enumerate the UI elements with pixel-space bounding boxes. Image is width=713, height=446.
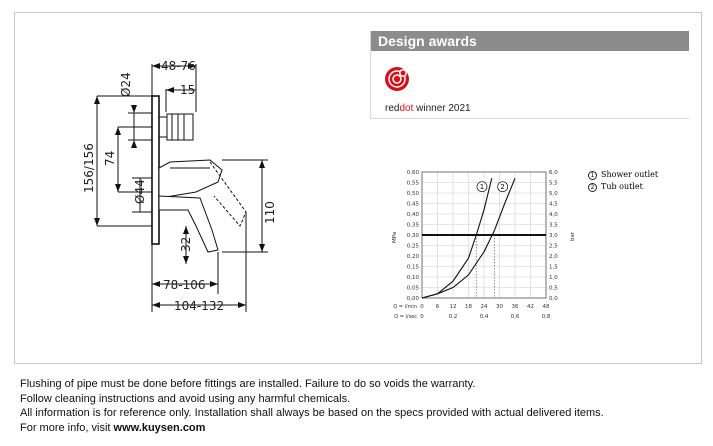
legend-number: 2 bbox=[588, 183, 597, 192]
y-right-tick: 1,5 bbox=[549, 264, 558, 271]
x-lmin-tick: 36 bbox=[511, 304, 519, 310]
y-left-tick: 0,10 bbox=[406, 275, 419, 281]
y-left-tick: 0,00 bbox=[406, 296, 419, 302]
design-awards-header: Design awards bbox=[371, 31, 689, 51]
y-right-tick: 2,0 bbox=[549, 254, 558, 260]
y-right-tick: 5,5 bbox=[549, 180, 558, 187]
series-label-1: 1 bbox=[479, 183, 485, 192]
y-right-tick: 0,0 bbox=[549, 296, 558, 302]
x-lsec-tick: 0,6 bbox=[510, 314, 520, 320]
x-lmin-tick: 30 bbox=[496, 304, 503, 310]
flow-rate-chart bbox=[386, 164, 586, 326]
website-link[interactable]: www.kuysen.com bbox=[113, 421, 206, 434]
y-right-tick: 4,5 bbox=[549, 201, 558, 208]
y-right-tick: 2,5 bbox=[549, 243, 558, 250]
x-lsec-tick: 0 bbox=[420, 314, 424, 320]
chart-legend bbox=[588, 169, 658, 193]
diverter-knob bbox=[167, 114, 193, 140]
pipe-stub bbox=[159, 117, 167, 137]
y-right-tick: 3,0 bbox=[549, 233, 558, 239]
dim-dia-44: Ø44 bbox=[133, 179, 147, 204]
y-left-label: MPa bbox=[392, 231, 398, 243]
x-lsec-label: Q = l/sec bbox=[394, 314, 417, 320]
award-caption bbox=[385, 103, 471, 114]
dim-height-74: 74 bbox=[103, 150, 117, 166]
note-line-1: Flushing of pipe must be done before fittings are installed. Failure to do so voids the warranty. bbox=[20, 378, 476, 390]
x-lmin-tick: 42 bbox=[527, 304, 534, 310]
y-left-tick: 0,60 bbox=[406, 170, 419, 176]
award-caption-rest: winner 2021 bbox=[413, 103, 471, 114]
note-line-3: All information is for reference only. Installation shall always be based on the specs provided with actual delivered items. bbox=[20, 407, 604, 419]
legend-number: 1 bbox=[588, 171, 597, 180]
y-left-tick: 0,05 bbox=[406, 285, 419, 292]
legend-item-tub bbox=[588, 181, 658, 193]
y-left-tick: 0,55 bbox=[406, 180, 419, 187]
y-right-tick: 6,0 bbox=[549, 170, 558, 176]
x-lsec-tick: 0,8 bbox=[541, 314, 551, 320]
y-right-tick: 3,5 bbox=[549, 222, 558, 229]
y-left-tick: 0,40 bbox=[406, 212, 419, 218]
award-brand-dot: dot bbox=[399, 103, 414, 114]
y-right-label: bar bbox=[570, 231, 576, 241]
dim-proj-78: 78-106 bbox=[163, 278, 206, 292]
dim-spout-110: 110 bbox=[263, 201, 277, 224]
y-right-tick: 1,0 bbox=[549, 275, 558, 281]
y-left-tick: 0,45 bbox=[406, 201, 419, 208]
x-lmin-tick: 12 bbox=[449, 304, 457, 310]
x-lmin-tick: 24 bbox=[480, 304, 488, 310]
x-lsec-tick: 0,4 bbox=[479, 314, 489, 320]
x-lsec-tick: 0,2 bbox=[448, 314, 458, 320]
x-lmin-tick: 18 bbox=[465, 304, 472, 310]
award-brand-red: red bbox=[385, 103, 400, 114]
series-line-1 bbox=[422, 178, 492, 298]
note-line-2: Follow cleaning instructions and avoid using any harmful chemicals. bbox=[20, 392, 351, 405]
y-left-tick: 0,25 bbox=[406, 243, 419, 250]
series-label-2: 2 bbox=[500, 183, 505, 192]
y-right-tick: 0,5 bbox=[549, 285, 558, 292]
mixer-body bbox=[159, 160, 222, 198]
y-left-tick: 0,30 bbox=[406, 233, 419, 239]
y-right-tick: 4,0 bbox=[549, 212, 558, 218]
y-left-tick: 0,20 bbox=[406, 254, 419, 260]
x-lmin-tick: 6 bbox=[435, 304, 440, 310]
wall-plate bbox=[152, 96, 159, 244]
x-lmin-tick: 48 bbox=[542, 304, 550, 310]
y-left-tick: 0,50 bbox=[406, 191, 419, 197]
dim-pipe-dia: Ø24 bbox=[119, 72, 133, 97]
y-right-tick: 5,0 bbox=[549, 191, 558, 197]
y-left-tick: 0,15 bbox=[406, 264, 419, 271]
y-left-tick: 0,35 bbox=[406, 222, 419, 229]
dim-spout-32: 32 bbox=[179, 236, 193, 252]
legend-label: Shower outlet bbox=[601, 170, 659, 179]
dim-proj-104: 104-132 bbox=[174, 299, 225, 313]
note-line-4 bbox=[20, 421, 604, 436]
legend-label: Tub outlet bbox=[601, 182, 643, 191]
x-lmin-label: Q = l/min bbox=[393, 304, 417, 310]
legend-item-shower bbox=[588, 169, 658, 181]
note-line-4-prefix: For more info, visit bbox=[20, 421, 114, 434]
installation-notes bbox=[20, 377, 604, 435]
x-lmin-tick: 0 bbox=[420, 304, 424, 310]
reddot-logo-icon bbox=[383, 65, 411, 93]
design-awards-panel bbox=[370, 31, 689, 119]
dim-top-width: 48-76 bbox=[161, 59, 196, 73]
dim-height-156: 156/156 bbox=[82, 143, 96, 193]
dim-offset-15: 15 bbox=[180, 83, 196, 97]
